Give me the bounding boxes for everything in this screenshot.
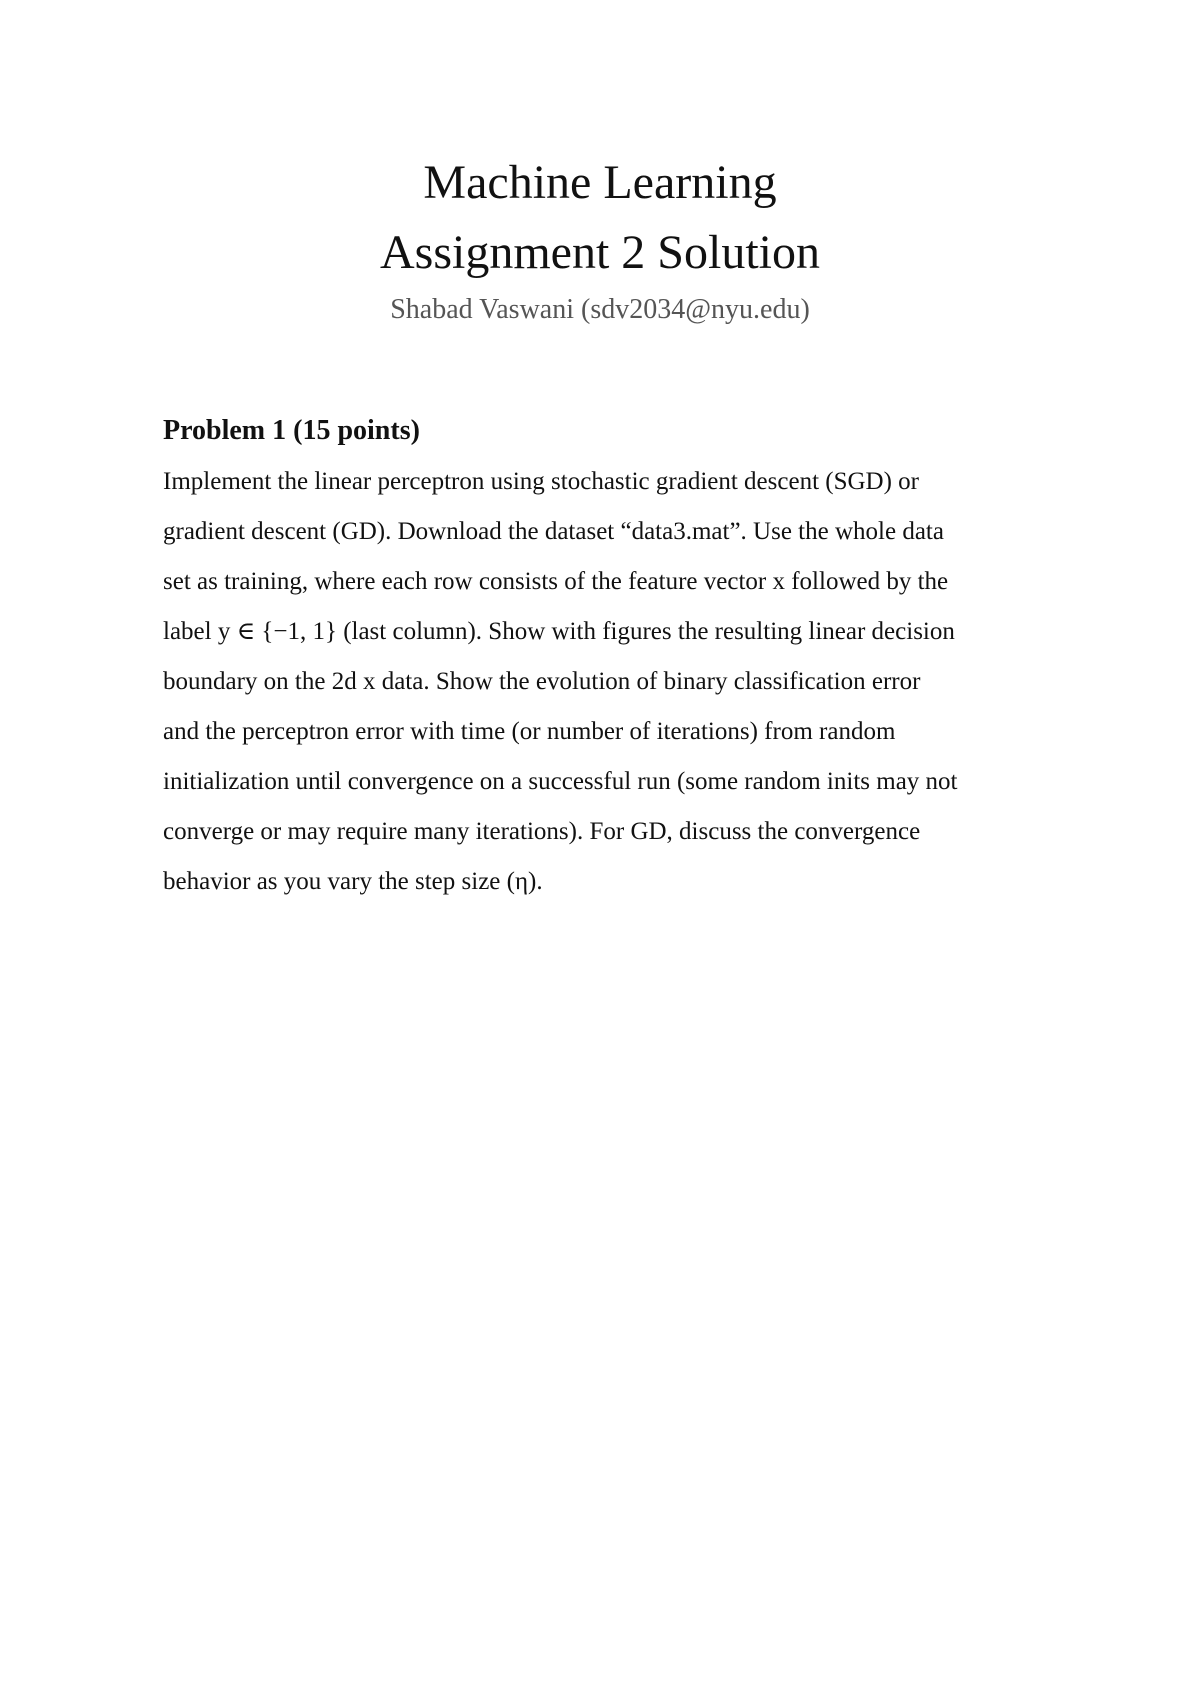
problem-text-line: boundary on the 2d x data. Show the evolution of binary classification error xyxy=(163,668,921,695)
problem-text-line: behavior as you vary the step size (η). xyxy=(163,868,543,895)
problem-text-line: label y ∈ {−1, 1} (last column). Show with figures the resulting linear decision xyxy=(163,618,955,645)
problem-text-line: converge or may require many iterations). For GD, discuss the convergence xyxy=(163,818,921,845)
problem-text-line: and the perceptron error with time (or number of iterations) from random xyxy=(163,718,896,745)
problem-section xyxy=(163,411,1063,907)
author-line: Shabad Vaswani (sdv2034@nyu.edu) xyxy=(390,294,810,325)
problem-text-line: gradient descent (GD). Download the dataset “data3.mat”. Use the whole data xyxy=(163,518,944,545)
problem-text-line: set as training, where each row consists of the feature vector x followed by the xyxy=(163,568,949,595)
problem-text-line: initialization until convergence on a successful run (some random inits may not xyxy=(163,768,958,795)
title-block xyxy=(0,148,1200,330)
problem-heading: Problem 1 (15 points) xyxy=(163,415,420,446)
document-title-line-1: Machine Learning xyxy=(423,156,777,209)
problem-text-line: Implement the linear perceptron using stochastic gradient descent (SGD) or xyxy=(163,468,920,495)
document-title-line-2: Assignment 2 Solution xyxy=(379,226,821,279)
